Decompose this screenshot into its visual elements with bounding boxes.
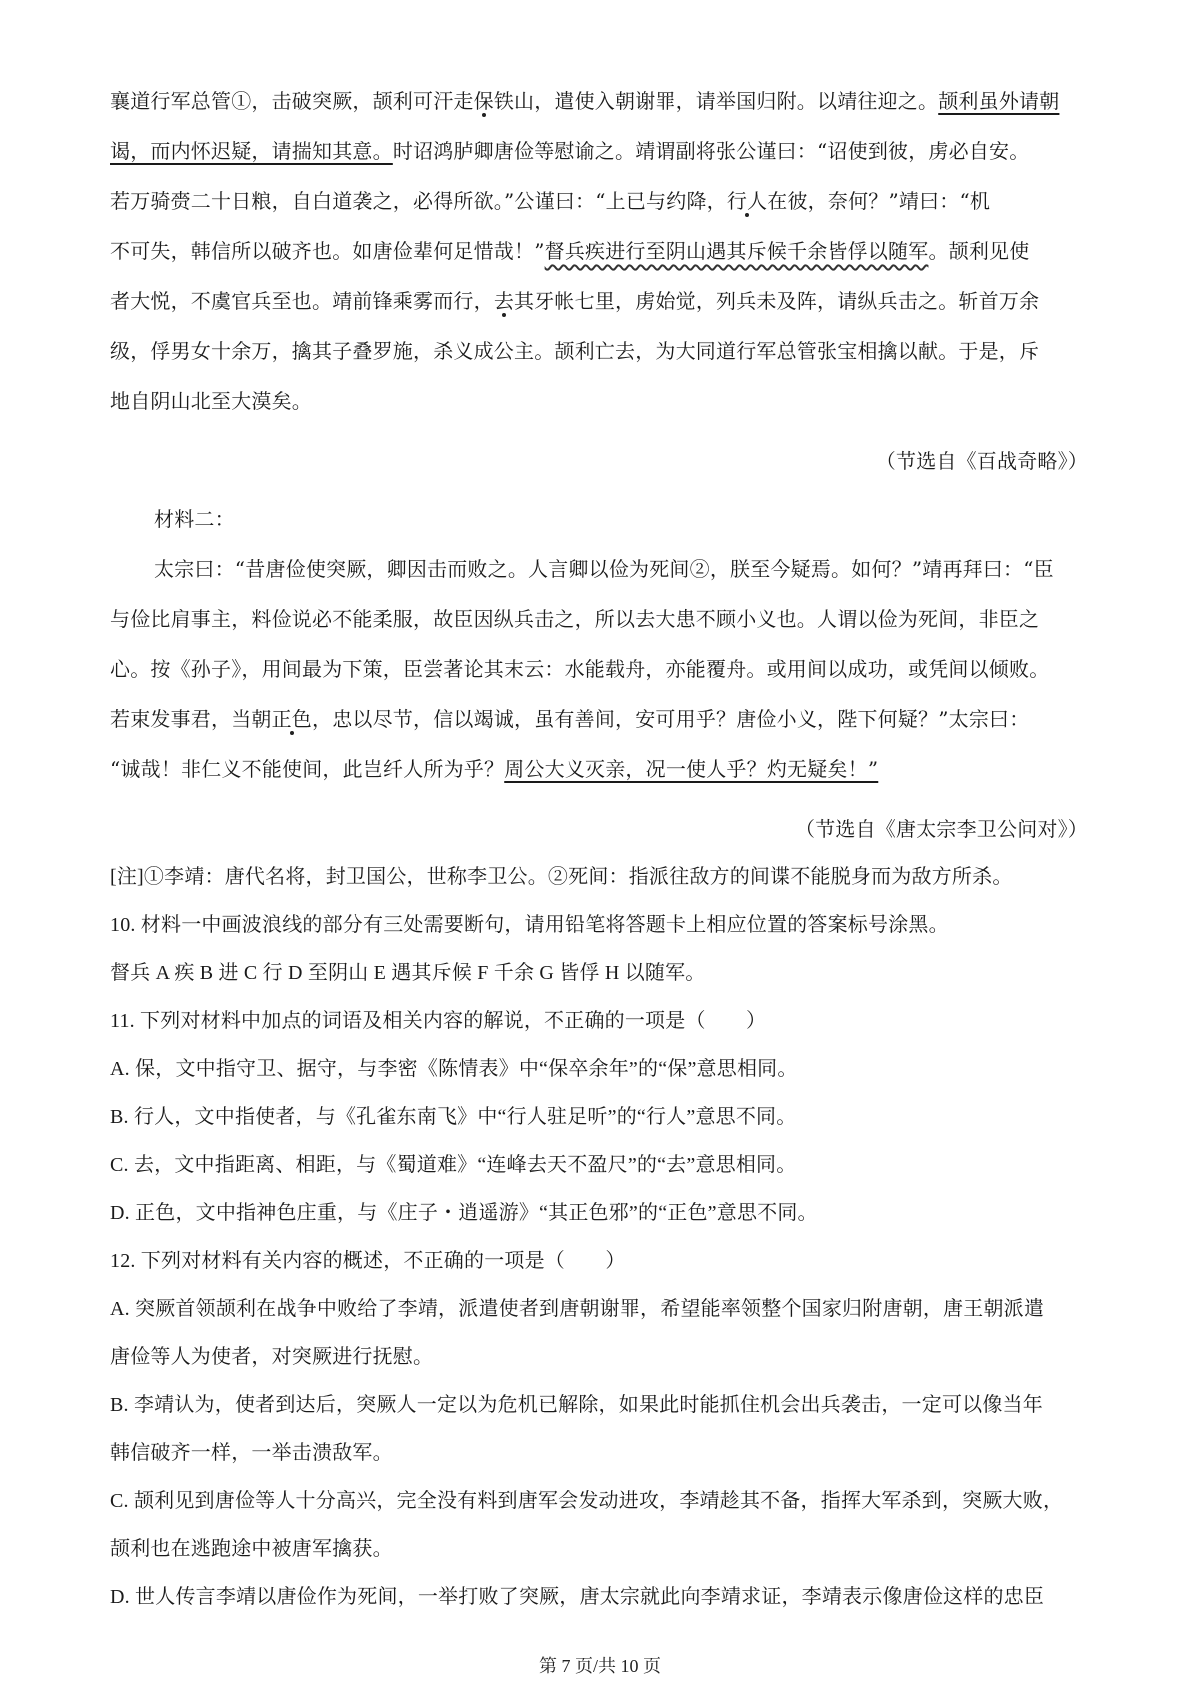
material1-line-7: 地自阴山北至大漠矣。 bbox=[110, 389, 312, 413]
material2-heading: 材料二： bbox=[154, 507, 235, 531]
annotation-note: [注]①李靖：唐代名将，封卫国公，世称李卫公。②死间：指派往敌方的间谍不能脱身而为敌方所杀。 bbox=[110, 866, 1013, 888]
question-11-option-a: A. 保，文中指守卫、据守，与李密《陈情表》中“保卒余年”的“保”意思相同。 bbox=[110, 1058, 798, 1080]
material2-line-3: 心。按《孙子》，用间最为下策，臣尝著论其末云：水能载舟，亦能覆舟。或用间以成功，或凭间以倾败。 bbox=[110, 657, 1050, 681]
dotted-word-xingren: 行人 bbox=[726, 189, 768, 213]
text: 若束发事君，当朝 bbox=[110, 707, 272, 731]
text: 若万骑赍二十日粮，自白道袭之，必得所欲。”公谨曰：“上已与约降， bbox=[110, 189, 727, 213]
question-10-text: 督兵 A 疾 B 进 C 行 D 至阴山 E 遇其斥候 F 千余 G 皆俘 H 以随军。 bbox=[110, 962, 706, 984]
text: 其牙帐七里，虏始觉，列兵未及阵，请纵兵击之。斩首万余 bbox=[514, 289, 1040, 313]
question-11-stem: 11. 下列对材料中加点的词语及相关内容的解说，不正确的一项是（ ） bbox=[110, 1010, 767, 1032]
question-11-option-c: C. 去，文中指距离、相距，与《蜀道难》“连峰去天不盈尺”的“去”意思相同。 bbox=[110, 1154, 797, 1176]
text: 不可失，韩信所以破齐也。如唐俭辈何足惜哉！” bbox=[110, 239, 545, 263]
material1-line-6: 级，俘男女十余万，擒其子叠罗施，杀义成公主。颉利亡去，为大同道行军总管张宝相擒以献。于是，斥 bbox=[110, 339, 1040, 363]
question-12-option-b-line2: 韩信破齐一样，一举击溃敌军。 bbox=[110, 1442, 393, 1464]
underlined-sentence: 颉利虽外请朝 bbox=[938, 89, 1060, 113]
question-12-option-a-line1: A. 突厥首领颉利在战争中败给了李靖，派遣使者到唐朝谢罪，希望能率领整个国家归附唐朝，唐王朝派遣 bbox=[110, 1298, 1045, 1320]
material2-line-5 bbox=[110, 754, 1100, 784]
wavy-underlined-sentence: 督兵疾进行至阴山遇其斥候千余皆俘以随军 bbox=[544, 239, 929, 263]
material1-line-1 bbox=[110, 86, 1100, 116]
question-12-option-a-line2: 唐俭等人为使者，对突厥进行抚慰。 bbox=[110, 1346, 434, 1368]
material1-line-2 bbox=[110, 136, 1100, 166]
page-number-footer: 第 7 页/共 10 页 bbox=[538, 1656, 661, 1676]
material2-line-4 bbox=[110, 704, 1100, 734]
underlined-sentence: 谒，而内怀迟疑，请揣知其意。 bbox=[110, 139, 393, 163]
question-12-option-d-line1: D. 世人传言李靖以唐俭作为死间，一举打败了突厥，唐太宗就此向李靖求证，李靖表示像唐俭这样的忠臣 bbox=[110, 1586, 1045, 1608]
underlined-sentence: 周公大义灭亲，况一使人乎？灼无疑矣！” bbox=[504, 757, 879, 781]
dotted-word-qu: 去 bbox=[493, 289, 515, 313]
question-12-option-c-line1: C. 颉利见到唐俭等人十分高兴，完全没有料到唐军会发动进攻，李靖趁其不备，指挥大军杀到，突厥大败， bbox=[110, 1490, 1064, 1512]
dotted-word-zhengse: 正色 bbox=[271, 707, 313, 731]
question-12-option-c-line2: 颉利也在逃跑途中被唐军擒获。 bbox=[110, 1538, 393, 1560]
question-12-stem: 12. 下列对材料有关内容的概述，不正确的一项是（ ） bbox=[110, 1250, 626, 1272]
material2-source: （节选自《唐太宗李卫公问对》） bbox=[795, 817, 1088, 841]
text: “诚哉！非仁义不能使间，此岂纤人所为乎？ bbox=[110, 757, 505, 781]
material1-source: （节选自《百战奇略》） bbox=[875, 449, 1088, 473]
question-11-option-d: D. 正色，文中指神色庄重，与《庄子・逍遥游》“其正色邪”的“正色”意思不同。 bbox=[110, 1202, 818, 1224]
material1-line-4 bbox=[110, 236, 1100, 266]
question-10-stem: 10. 材料一中画波浪线的部分有三处需要断句，请用铅笔将答题卡上相应位置的答案标号涂黑。 bbox=[110, 914, 949, 936]
material1-line-3 bbox=[110, 186, 1100, 216]
dotted-word-bao: 保 bbox=[473, 89, 494, 113]
question-11-option-b: B. 行人，文中指使者，与《孔雀东南飞》中“行人驻足听”的“行人”意思不同。 bbox=[110, 1106, 797, 1128]
text: 在彼，奈何？”靖曰：“机 bbox=[767, 189, 991, 213]
text: 襄道行军总管①，击破突厥，颉利可汗走 bbox=[110, 89, 474, 113]
text: ，忠以尽节，信以竭诚，虽有善间，安可用乎？唐俭小义，陛下何疑？”太宗曰： bbox=[312, 707, 1030, 731]
text: 者大悦，不虞官兵至也。靖前锋乘雾而行， bbox=[110, 289, 494, 313]
question-12-option-b-line1: B. 李靖认为，使者到达后，突厥人一定以为危机已解除，如果此时能抓住机会出兵袭击，一定可以像当年 bbox=[110, 1394, 1043, 1416]
text: 。颉利见使 bbox=[928, 239, 1030, 263]
material2-line-2: 与俭比肩事主，料俭说必不能柔服，故臣因纵兵击之，所以去大患不顾小义也。人谓以俭为死间，非臣之 bbox=[110, 607, 1040, 631]
text: 时诏鸿胪卿唐俭等慰谕之。靖谓副将张公谨曰：“诏使到彼，虏必自安。 bbox=[392, 139, 1030, 163]
material1-line-5 bbox=[110, 286, 1100, 316]
text: 铁山，遣使入朝谢罪，请举国归附。以靖往迎之。 bbox=[493, 89, 939, 113]
material2-line-1: 太宗曰：“昔唐俭使突厥，卿因击而败之。人言卿以俭为死间②，朕至今疑焉。如何？”靖再拜曰：“臣 bbox=[154, 557, 1054, 581]
